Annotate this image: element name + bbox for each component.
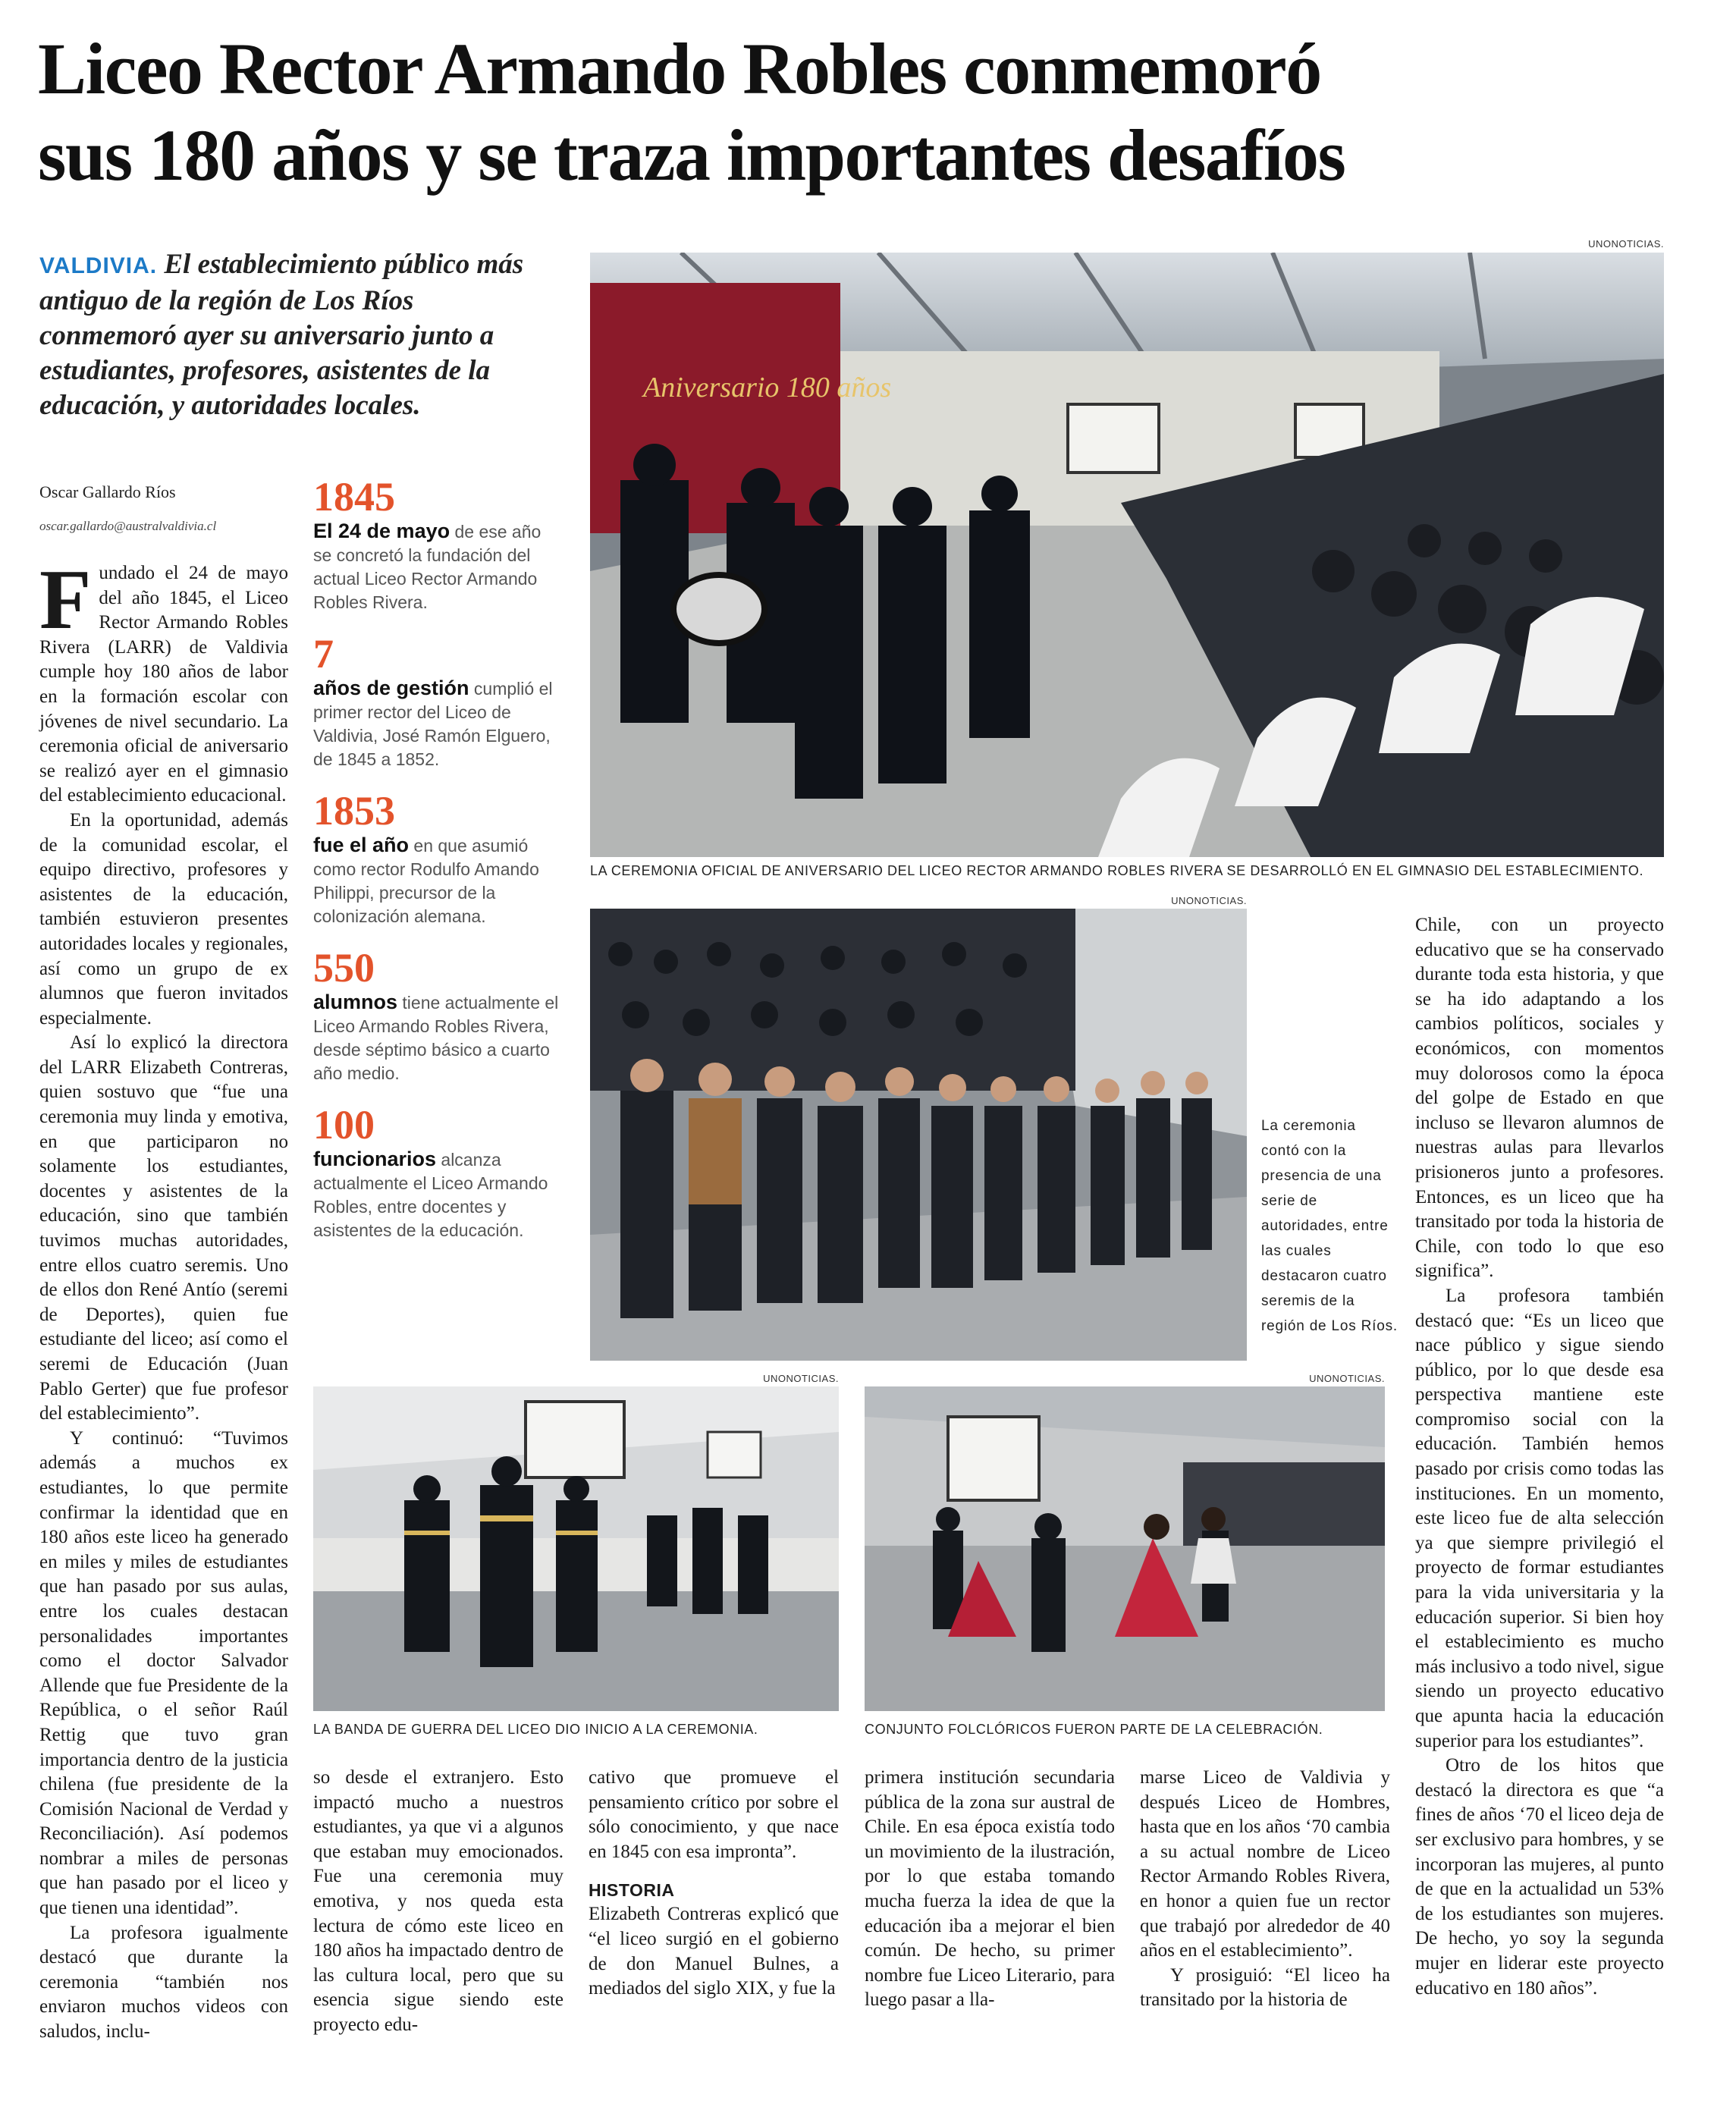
marching-band-illustration xyxy=(313,1386,839,1711)
paragraph: undado el 24 de mayo del año 1845, el Liceo Rector Armando Robles Rivera (LARR) de Valdivia cumple hoy 180 años de labor en la formación escolar con jóvenes de nivel secundario. La ceremonia oficial de aniversario se realizó ayer en el gimnasio del establecimiento educacional. xyxy=(39,563,288,806)
body-column-6 xyxy=(1415,913,1664,2001)
main-ceremony-photo xyxy=(590,253,1664,857)
stat-item xyxy=(313,1102,563,1242)
headline xyxy=(38,26,1706,199)
subhead-historia: HISTORIA xyxy=(589,1880,675,1901)
headline-line-1: Liceo Rector Armando Robles conmemoró xyxy=(38,28,1321,109)
headline-line-2: sus 180 años y se traza importantes desafíos xyxy=(38,115,1345,196)
audience-photo xyxy=(590,909,1247,1361)
photo-credit: UNONOTICIAS. xyxy=(763,1373,839,1384)
dance-photo-caption: CONJUNTO FOLCLÓRICOS FUERON PARTE DE LA CELEBRACIÓN. xyxy=(865,1722,1323,1737)
stat-text: años de gestión cumplió el primer rector del Liceo de Valdivia, José Ramón Elguero, de 1845 a 1852. xyxy=(313,677,553,769)
paragraph: Y prosiguió: “El liceo ha transitado por la historia de xyxy=(1140,1964,1390,2011)
audience-photo-caption: La ceremonia contó con la presencia de una serie de autoridades, entre las cuales destacaron cuatro seremis de la región de Los Ríos. xyxy=(1261,1118,1398,1334)
paragraph: En la oportunidad, además de la comunidad escolar, el equipo directivo, profesores y asistentes de la educación, también estuvieron presentes autoridades locales y regionales, así como un grupo de ex alumnos que fueron invitados especialmente. xyxy=(39,809,288,1028)
stat-item xyxy=(313,945,563,1085)
stat-number: 100 xyxy=(313,1102,375,1148)
folk-dance-photo xyxy=(865,1386,1385,1711)
anniversary-banner-text: Aniversario 180 años xyxy=(643,372,892,404)
stat-number: 550 xyxy=(313,945,375,991)
paragraph: so desde el extranjero. Esto impactó mucho a nuestros estudiantes, ya que vi a algunos que estaban muy emocionados. Fue una ceremonia muy emotiva, y nos queda esta lectura de cómo este liceo en 180 años ha impactado dentro de las cultura local, pero que su esencia sigue siendo este proyecto edu- xyxy=(313,1767,563,2035)
lede-text: El establecimiento público más antiguo de la región de Los Ríos conmemoró ayer su aniversario junto a estudiantes, profesores, asistentes de la educación, y autoridades locales. xyxy=(39,249,524,421)
paragraph: Elizabeth Contreras explicó que “el liceo surgió en el gobierno de don Manuel Bulnes, a mediados del siglo XIX, y fue la xyxy=(589,1904,839,1999)
paragraph: Y continuó: “Tuvimos además a muchos ex estudiantes, lo que permite confirmar la identidad que en 180 años este liceo ha generado en miles y miles de estudiantes que han pasado por sus aulas, entre los cuales destacan personalidades importantes como el doctor Salvador Allende que fue Presidente de la República, o el señor Raúl Rettig que tuvo gran importancia dentro de la justicia chilena (fue presidente de la Comisión Nacional de Verdad y Reconciliación). Así podemos nombrar a miles de personas que han pasado por el liceo y que tienen una identidad”. xyxy=(39,1427,288,1919)
stat-text: fue el año en que asumió como rector Rodulfo Amando Philippi, precursor de la colonización alemana. xyxy=(313,834,539,926)
photo-credit: UNONOTICIAS. xyxy=(1588,238,1664,250)
stat-number: 1845 xyxy=(313,474,395,520)
paragraph: marse Liceo de Valdivia y después Liceo de Hombres, hasta que en los años ‘70 cambia a su actual nombre de Liceo Rector Armando Robles Rivera, en honor a quien fue un rector que trabajó por alrededor de 40 años en el establecimiento”. xyxy=(1140,1767,1390,1961)
stat-item xyxy=(313,788,563,928)
body-column-3 xyxy=(589,1766,839,2002)
stat-item xyxy=(313,474,563,614)
authorities-standing-illustration xyxy=(590,909,1247,1361)
gym-ceremony-illustration xyxy=(590,253,1664,857)
photo-credit: UNONOTICIAS. xyxy=(1309,1373,1385,1384)
stat-text: alumnos tiene actualmente el Liceo Armando Robles Rivera, desde séptimo básico a cuarto año medio. xyxy=(313,991,559,1083)
band-photo xyxy=(313,1386,839,1711)
band-photo-caption: LA BANDA DE GUERRA DEL LICEO DIO INICIO A LA CEREMONIA. xyxy=(313,1722,758,1737)
stat-text: El 24 de mayo de ese año se concretó la fundación del actual Liceo Rector Armando Robles Rivera. xyxy=(313,520,542,612)
stat-item xyxy=(313,631,563,771)
dropcap: F xyxy=(39,553,92,647)
byline-email: oscar.gallardo@australvaldivia.cl xyxy=(39,519,217,533)
paragraph: La profesora igualmente destacó que durante la ceremonia “también nos enviaron muchos videos con saludos, inclu- xyxy=(39,1922,288,2043)
stat-number: 1853 xyxy=(313,788,395,834)
byline-author: Oscar Gallardo Ríos xyxy=(39,482,176,501)
main-photo-caption: LA CEREMONIA OFICIAL DE ANIVERSARIO DEL LICEO RECTOR ARMANDO ROBLES RIVERA SE DESARROLLÓ EN EL GIMNASIO DEL ESTABLECIMIENTO. xyxy=(590,863,1644,878)
lede-place: VALDIVIA. xyxy=(39,253,158,278)
stat-number: 7 xyxy=(313,631,334,677)
paragraph: Chile, con un proyecto educativo que se ha conservado durante toda esta historia, y que se ha ido adaptando a los cambios políticos, sociales y económicos, con momentos muy dolorosos como la época del golpe de Estado en que incluso se llevaron alumnos de nuestras aulas para llevarlos prisioneros junto a profesores. Entonces, es un liceo que ha transitado por toda la historia de Chile, con todo lo que eso significa”. xyxy=(1415,915,1664,1282)
paragraph: La profesora también destacó que: “Es un liceo que nace público y sigue siendo público, por lo que desde esa perspectiva mantiene este compromiso social con la educación. También hemos pasado por crisis como todas las instituciones. En un momento, este liceo fue de alta selección ya que siempre privilegió el proyecto de formar estudiantes para la vida universitaria y la educación superior. Si bien hoy el establecimiento es mucho más inclusivo a todo nivel, sigue siendo un proyecto educativo que apunta hacia la educación superior para los estudiantes”. xyxy=(1415,1285,1664,1751)
body-column-4 xyxy=(865,1766,1115,2013)
paragraph: cativo que promueve el pensamiento crítico por sobre el sólo conocimiento, y que nace en 1845 con esa impronta”. xyxy=(589,1767,839,1862)
body-column-2 xyxy=(313,1766,563,2038)
paragraph: Así lo explicó la directora del LARR Elizabeth Contreras, quien sostuvo que “fue una ceremonia muy linda y emotiva, en que participaron no solamente los estudiantes, docentes y asistentes de la educación, sino que también tuvimos muchas autoridades, entre ellos cuatro seremis. Uno de ellos don René Antío (seremi de Deportes), quien fue estudiante del liceo; así como el seremi de Educación (Juan Pablo Gerter) que fue profesor del establecimiento”. xyxy=(39,1032,288,1424)
folk-dance-illustration xyxy=(865,1386,1385,1711)
body-column-1 xyxy=(39,553,288,2045)
photo-credit: UNONOTICIAS. xyxy=(1171,895,1247,906)
lede xyxy=(39,247,525,423)
body-column-5 xyxy=(1140,1766,1390,2013)
paragraph: Otro de los hitos que destacó la directora es que “a fines de años ‘70 el liceo deja de ser exclusivo para hombres, y se incorporan las mujeres, al punto de que en la actualidad un 53% de los estudiantes son mujeres. De hecho, yo soy la segunda mujer en liderar este proyecto educativo en 180 años”. xyxy=(1415,1755,1664,1999)
stats-sidebar xyxy=(313,474,563,1259)
stat-text: funcionarios alcanza actualmente el Liceo Armando Robles, entre docentes y asistentes de la educación. xyxy=(313,1148,548,1240)
paragraph: primera institución secundaria pública de la zona sur austral de Chile. En esa época existía todo un movimiento de la ilustración, por lo que estaba tomando mucha fuerza la idea de que la educación iba a mejorar el bien común. De hecho, su primer nombre fue Liceo Literario, para luego pasar a lla- xyxy=(865,1767,1115,2011)
